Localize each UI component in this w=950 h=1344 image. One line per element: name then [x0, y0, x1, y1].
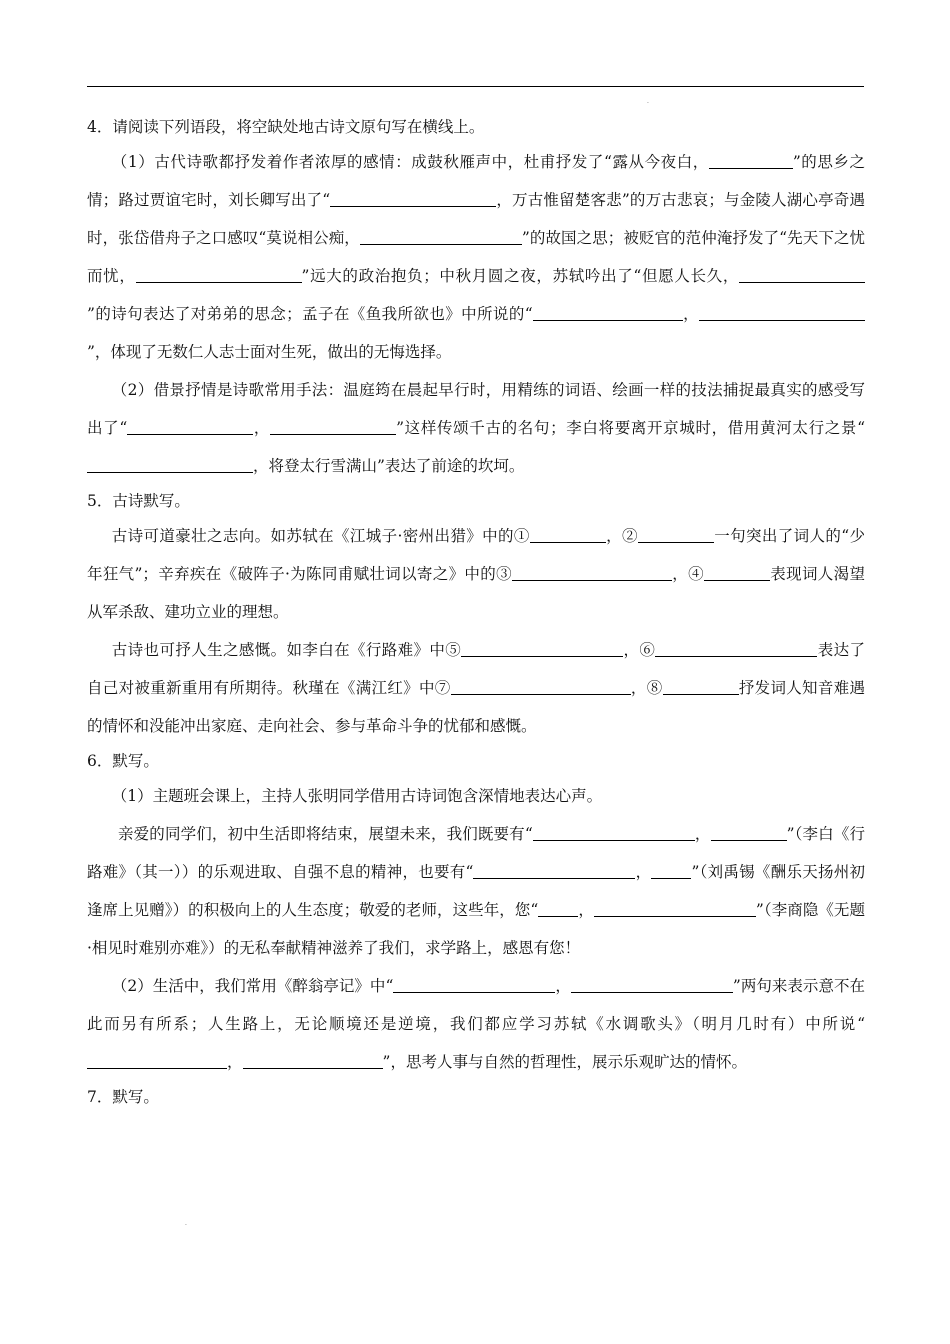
answer-blank[interactable] — [243, 1053, 383, 1070]
text: 一句突出了词人的“少年狂气”；辛弃疾在《破阵子·为陈同甫赋壮词以寄之》中的③ — [87, 527, 865, 583]
text: ”的思乡之情；路过贾谊宅时，刘长卿写出了“ — [87, 153, 865, 209]
question-6-sub-1: （1）主题班会课上，主持人张明同学借用古诗词饱含深情地表达心声。 — [111, 787, 603, 805]
answer-blank[interactable] — [360, 229, 522, 246]
answer-blank[interactable] — [538, 901, 578, 918]
text: ，② — [605, 527, 638, 545]
text: ”（刘禹锡《酬乐天扬州初逢席上见赠》）的积极向上的人生态度；敬爱的老师，这些年，您“ — [87, 863, 865, 919]
text: 亲爱的同学们，初中生活即将结束，展望未来，我们既要有“ — [118, 825, 533, 843]
text: ”的故国之思；被贬官的范仲淹抒发了“先天下之忧而忧， — [87, 229, 865, 285]
answer-blank[interactable] — [87, 457, 253, 474]
text: ， — [253, 419, 271, 437]
answer-blank[interactable] — [530, 527, 606, 544]
answer-blank[interactable] — [739, 267, 865, 284]
question-4-heading: 4．请阅读下列语段，将空缺处地古诗文原句写在横线上。 — [87, 118, 485, 136]
answer-blank[interactable] — [512, 565, 672, 582]
document-body — [87, 111, 865, 1113]
answer-blank[interactable] — [330, 191, 496, 208]
text: ”两句来表示意不在此而另有所系；人生路上，无论顺境还是逆境，我们都应学习苏轼《水调歌头》（明月几时有）中所说“ — [87, 977, 865, 1033]
question-6-heading: 6．默写。 — [87, 752, 159, 770]
answer-blank[interactable] — [711, 825, 787, 842]
answer-blank[interactable] — [655, 641, 817, 658]
text: 抒发词人知音难遇的情怀和没能冲出家庭、走向社会、参与革命斗争的忧郁和感慨。 — [87, 679, 865, 735]
answer-blank[interactable] — [704, 565, 770, 582]
text: ， — [555, 977, 571, 995]
text: （1）古代诗歌都抒发着作者浓厚的感情：成鼓秋雁声中，杜甫抒发了“露从今夜白， — [111, 153, 709, 171]
text: ， — [227, 1053, 243, 1071]
scan-dot: . — [185, 1220, 187, 1227]
text: ”这样传颂千古的名句；李白将要离开京城时，借用黄河太行之景“ — [396, 419, 865, 437]
answer-blank[interactable] — [393, 977, 555, 994]
answer-blank[interactable] — [663, 679, 739, 696]
question-5-paragraph-1 — [87, 517, 865, 631]
question-4-paragraph-1 — [87, 143, 865, 371]
answer-blank[interactable] — [699, 305, 865, 322]
text: 表现词人渴望从军杀敌、建功立业的理想。 — [87, 565, 865, 621]
answer-blank[interactable] — [638, 527, 714, 544]
answer-blank[interactable] — [533, 305, 683, 322]
text: ， — [578, 901, 594, 919]
scan-dot: . — [647, 98, 649, 105]
answer-blank[interactable] — [473, 863, 635, 880]
text: ， — [694, 825, 711, 843]
text: ”的诗句表达了对弟弟的思念；孟子在《鱼我所欲也》中所说的“ — [87, 305, 533, 323]
text: ，⑥ — [623, 641, 656, 659]
question-6-paragraph-2 — [87, 967, 865, 1081]
text: 表达了自己对被重新重用有所期待。秋瑾在《满江红》中⑦ — [87, 641, 865, 697]
text: ”，思考人事与自然的哲理性，展示乐观旷达的情怀。 — [382, 1053, 747, 1071]
answer-blank[interactable] — [87, 1053, 227, 1070]
answer-blank[interactable] — [571, 977, 733, 994]
text: ，④ — [671, 565, 704, 583]
text: ”（李白《行路难》（其一））的乐观进取、自强不息的精神，也要有“ — [87, 825, 865, 881]
text: ”，体现了无数仁人志士面对生死，做出的无悔选择。 — [87, 343, 452, 361]
question-7-heading: 7．默写。 — [87, 1088, 159, 1106]
text: ，将登太行雪满山”表达了前途的坎坷。 — [253, 457, 525, 475]
answer-blank[interactable] — [270, 419, 396, 436]
header-rule — [87, 86, 864, 87]
text: ，万古惟留楚客悲”的万古悲哀；与金陵人湖心亭奇遇时，张岱借舟子之口感叹“莫说相公痴， — [87, 191, 865, 247]
question-6-paragraph-1 — [87, 815, 865, 967]
text: ”（李商隐《无题·相见时难别亦难》）的无私奉献精神滋养了我们，求学路上，感恩有您！ — [87, 901, 865, 957]
answer-blank[interactable] — [127, 419, 253, 436]
answer-blank[interactable] — [461, 641, 623, 658]
text: ”远大的政治抱负；中秋月圆之夜，苏轼吟出了“但愿人长久， — [301, 267, 739, 285]
answer-blank[interactable] — [594, 901, 756, 918]
question-5-heading: 5．古诗默写。 — [87, 492, 190, 510]
answer-blank[interactable] — [136, 267, 302, 284]
answer-blank[interactable] — [651, 863, 691, 880]
text: ， — [635, 863, 652, 881]
question-4-paragraph-2 — [87, 371, 865, 485]
text: 古诗可道豪壮之志向。如苏轼在《江城子·密州出猎》中的① — [111, 527, 530, 545]
text: （2）借景抒情是诗歌常用手法：温庭筠在晨起早行时，用精练的词语、绘画一样的技法捕捉最真实的感受写出了“ — [87, 381, 865, 437]
answer-blank[interactable] — [709, 153, 793, 170]
text: （2）生活中，我们常用《醉翁亭记》中“ — [111, 977, 394, 995]
answer-blank[interactable] — [533, 825, 695, 842]
question-5-paragraph-2 — [87, 631, 865, 745]
answer-blank[interactable] — [451, 679, 631, 696]
text: ， — [682, 305, 699, 323]
text: ，⑧ — [630, 679, 663, 697]
text: 古诗也可抒人生之感慨。如李白在《行路难》中⑤ — [111, 641, 462, 659]
